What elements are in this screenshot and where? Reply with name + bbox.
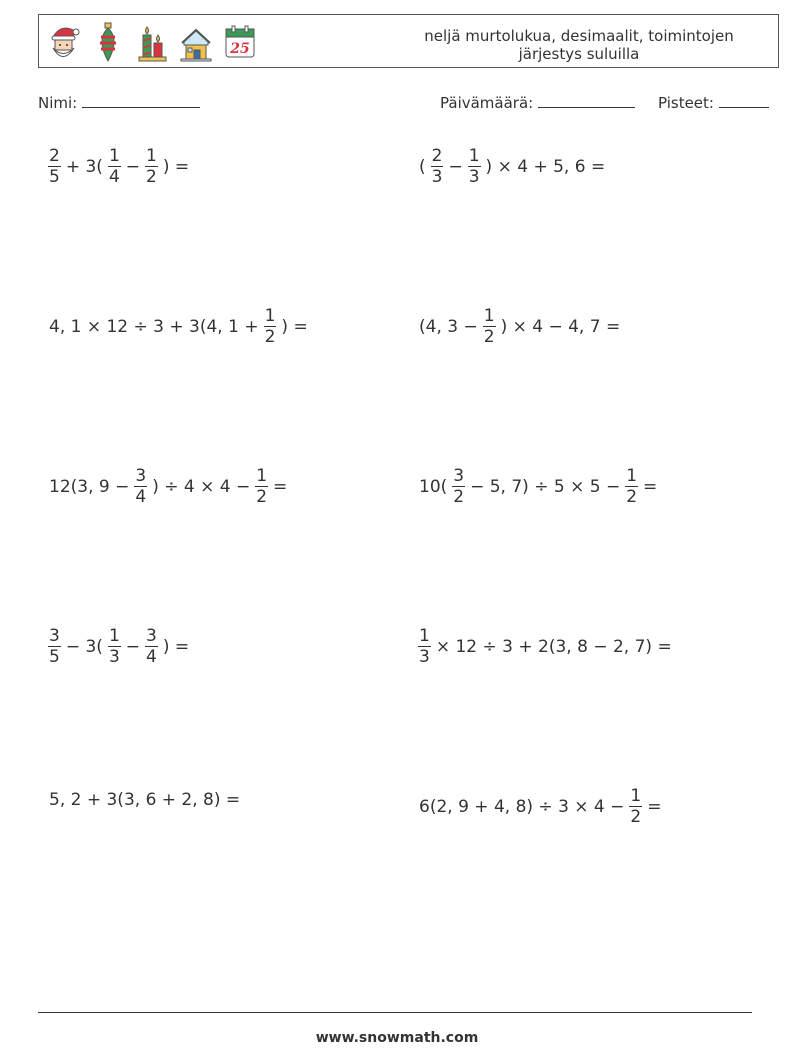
- numerator: 1: [483, 306, 495, 326]
- denominator: 2: [483, 327, 495, 347]
- expression-text: ) × 4 + 5, 6 =: [485, 156, 606, 177]
- expression-text: =: [643, 476, 658, 497]
- numerator: 3: [49, 626, 60, 646]
- problem-10: [416, 786, 664, 827]
- numerator: 1: [264, 306, 276, 326]
- numerator: 1: [468, 146, 480, 166]
- santa-icon: [47, 21, 81, 63]
- expression-text: −: [448, 156, 463, 177]
- denominator: 4: [146, 647, 157, 667]
- fraction: [629, 786, 642, 827]
- footer-divider: [38, 1012, 752, 1013]
- worksheet-title: [404, 27, 754, 63]
- ornament-icon: [91, 21, 125, 63]
- expression-text: =: [273, 476, 288, 497]
- fraction: [145, 626, 158, 667]
- calendar-25-icon: [223, 21, 257, 63]
- denominator: 4: [135, 487, 147, 507]
- denominator: 3: [431, 167, 443, 187]
- numerator: 1: [108, 146, 120, 166]
- header-icons: [47, 19, 257, 65]
- expression-text: 4, 1 × 12 ÷ 3 + 3(4, 1 +: [49, 316, 259, 337]
- fraction: [264, 306, 277, 347]
- expression-text: − 3(: [65, 636, 103, 657]
- name-label: Nimi:: [38, 94, 78, 112]
- denominator: 5: [49, 647, 60, 667]
- numerator: 1: [626, 466, 638, 486]
- denominator: 2: [146, 167, 157, 187]
- expression-text: ) ÷ 4 × 4 −: [152, 476, 251, 497]
- house-icon: [179, 21, 213, 63]
- problem-6: [416, 466, 660, 507]
- fraction: [108, 626, 121, 667]
- denominator: 5: [49, 167, 60, 187]
- problem-3: [46, 306, 311, 347]
- numerator: 3: [146, 626, 157, 646]
- denominator: 2: [264, 327, 276, 347]
- problem-5: [46, 466, 290, 507]
- numerator: 2: [431, 146, 443, 166]
- denominator: 2: [630, 807, 642, 827]
- problem-8: [416, 626, 675, 667]
- denominator: 3: [468, 167, 480, 187]
- expression-text: −: [125, 156, 141, 177]
- expression-text: 5, 2 + 3(3, 6 + 2, 8) =: [49, 790, 241, 810]
- expression-text: − 5, 7) ÷ 5 × 5 −: [470, 476, 621, 497]
- denominator: 2: [453, 487, 465, 507]
- date-label: Päivämäärä:: [440, 94, 534, 112]
- expression-text: 6(2, 9 + 4, 8) ÷ 3 × 4 −: [419, 796, 625, 817]
- denominator: 2: [256, 487, 268, 507]
- numerator: 3: [135, 466, 147, 486]
- numerator: 1: [419, 626, 430, 646]
- numerator: 1: [256, 466, 268, 486]
- expression-text: ) =: [281, 316, 308, 337]
- fraction: [625, 466, 638, 507]
- expression-text: ) =: [162, 636, 190, 657]
- expression-text: =: [647, 796, 662, 817]
- title-line-2: järjestys suluilla: [518, 45, 640, 63]
- date-field: [440, 94, 635, 112]
- problem-4: [416, 306, 623, 347]
- numerator: 1: [108, 626, 120, 646]
- expression-text: (4, 3 −: [419, 316, 478, 337]
- expression-text: −: [125, 636, 141, 657]
- footer-url: www.snowmath.com: [315, 1030, 479, 1046]
- name-blank[interactable]: [82, 94, 200, 108]
- fraction: [452, 466, 465, 507]
- numerator: 3: [453, 466, 465, 486]
- fraction: [255, 466, 268, 507]
- expression-text: ) =: [162, 156, 190, 177]
- denominator: 2: [626, 487, 638, 507]
- fraction: [48, 146, 61, 187]
- expression-text: ) × 4 − 4, 7 =: [500, 316, 621, 337]
- numerator: 2: [49, 146, 60, 166]
- expression-text: + 3(: [65, 156, 103, 177]
- score-field: [658, 94, 769, 112]
- fraction: [134, 466, 147, 507]
- problem-1: [46, 146, 192, 187]
- fraction: [431, 146, 444, 187]
- name-field: [38, 94, 200, 112]
- problem-7: [46, 626, 192, 667]
- fraction: [468, 146, 481, 187]
- candles-icon: [135, 21, 169, 63]
- fraction: [483, 306, 496, 347]
- fraction: [108, 146, 121, 187]
- title-line-1: neljä murtolukua, desimaalit, toimintojen: [424, 27, 734, 45]
- expression-text: × 12 ÷ 3 + 2(3, 8 − 2, 7) =: [435, 636, 672, 657]
- problem-9: [46, 790, 243, 810]
- denominator: 3: [419, 647, 430, 667]
- expression-text: (: [419, 156, 426, 177]
- expression-text: 12(3, 9 −: [49, 476, 130, 497]
- denominator: 4: [108, 167, 120, 187]
- calendar-day: 25: [230, 41, 250, 57]
- fraction: [145, 146, 158, 187]
- numerator: 1: [630, 786, 642, 806]
- score-label: Pisteet:: [658, 94, 714, 112]
- score-blank[interactable]: [719, 94, 769, 108]
- denominator: 3: [108, 647, 120, 667]
- fraction: [48, 626, 61, 667]
- fraction: [418, 626, 431, 667]
- problem-2: [416, 146, 608, 187]
- date-blank[interactable]: [538, 94, 635, 108]
- numerator: 1: [146, 146, 157, 166]
- worksheet-header: [38, 14, 779, 68]
- expression-text: 10(: [419, 476, 448, 497]
